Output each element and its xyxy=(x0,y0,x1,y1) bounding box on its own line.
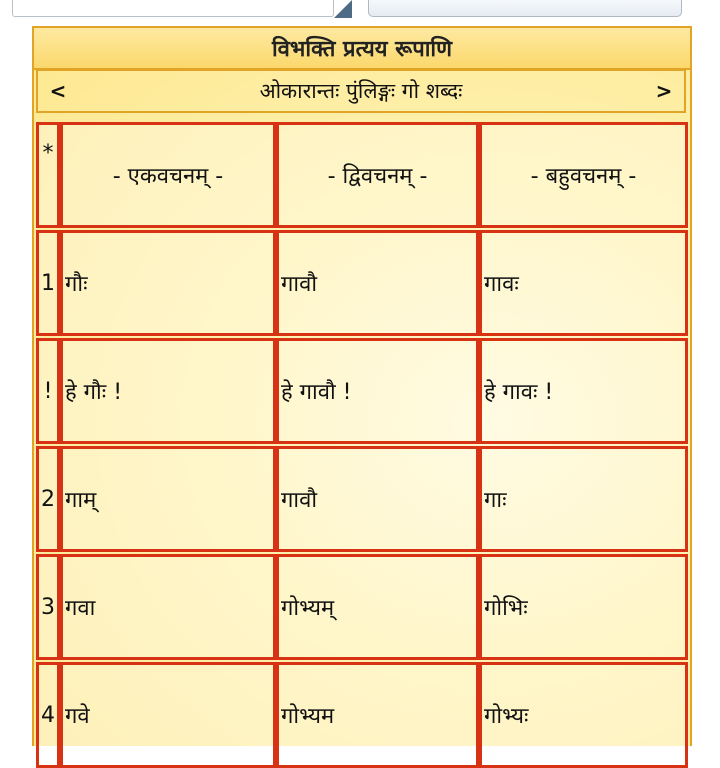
declension-panel xyxy=(32,26,692,746)
form-plural: गावः xyxy=(479,230,688,336)
form-dual: हे गावौ ! xyxy=(276,338,479,444)
top-bar xyxy=(0,0,720,24)
form-plural: हे गावः ! xyxy=(479,338,688,444)
form-plural: गोभिः xyxy=(479,554,688,660)
form-dual: गोभ्यम् xyxy=(276,554,479,660)
top-left-field[interactable] xyxy=(12,0,334,17)
form-dual: गावौ xyxy=(276,446,479,552)
table-row xyxy=(36,554,688,660)
page-title: विभक्ति प्रत्यय रूपाणि xyxy=(34,26,690,70)
word-title: ओकारान्तः पुंलिङ्गः गो शब्दः xyxy=(259,79,463,103)
dropdown-corner-icon[interactable] xyxy=(334,0,352,18)
prev-arrow-icon[interactable]: < xyxy=(49,79,67,103)
form-dual: गोभ्यम xyxy=(276,662,479,768)
form-singular: गौः xyxy=(60,230,276,336)
word-navigator xyxy=(36,69,686,113)
case-number: 4 xyxy=(36,662,60,768)
table-header-row xyxy=(36,122,688,228)
table-row xyxy=(36,446,688,552)
case-number: 2 xyxy=(36,446,60,552)
declension-table xyxy=(36,122,688,752)
header-plural: - बहुवचनम् - xyxy=(479,122,688,228)
form-singular: हे गौः ! xyxy=(60,338,276,444)
form-singular: गवे xyxy=(60,662,276,768)
case-number: ! xyxy=(36,338,60,444)
table-row xyxy=(36,338,688,444)
header-dual: - द्विवचनम् - xyxy=(276,122,479,228)
form-plural: गाः xyxy=(479,446,688,552)
table-row xyxy=(36,662,688,768)
case-number: 1 xyxy=(36,230,60,336)
table-row xyxy=(36,230,688,336)
form-plural: गोभ्यः xyxy=(479,662,688,768)
top-right-button[interactable] xyxy=(368,0,682,17)
form-dual: गावौ xyxy=(276,230,479,336)
case-number: 3 xyxy=(36,554,60,660)
form-singular: गवा xyxy=(60,554,276,660)
header-singular: - एकवचनम् - xyxy=(60,122,276,228)
header-marker: * xyxy=(36,122,60,228)
next-arrow-icon[interactable]: > xyxy=(655,79,673,103)
form-singular: गाम् xyxy=(60,446,276,552)
